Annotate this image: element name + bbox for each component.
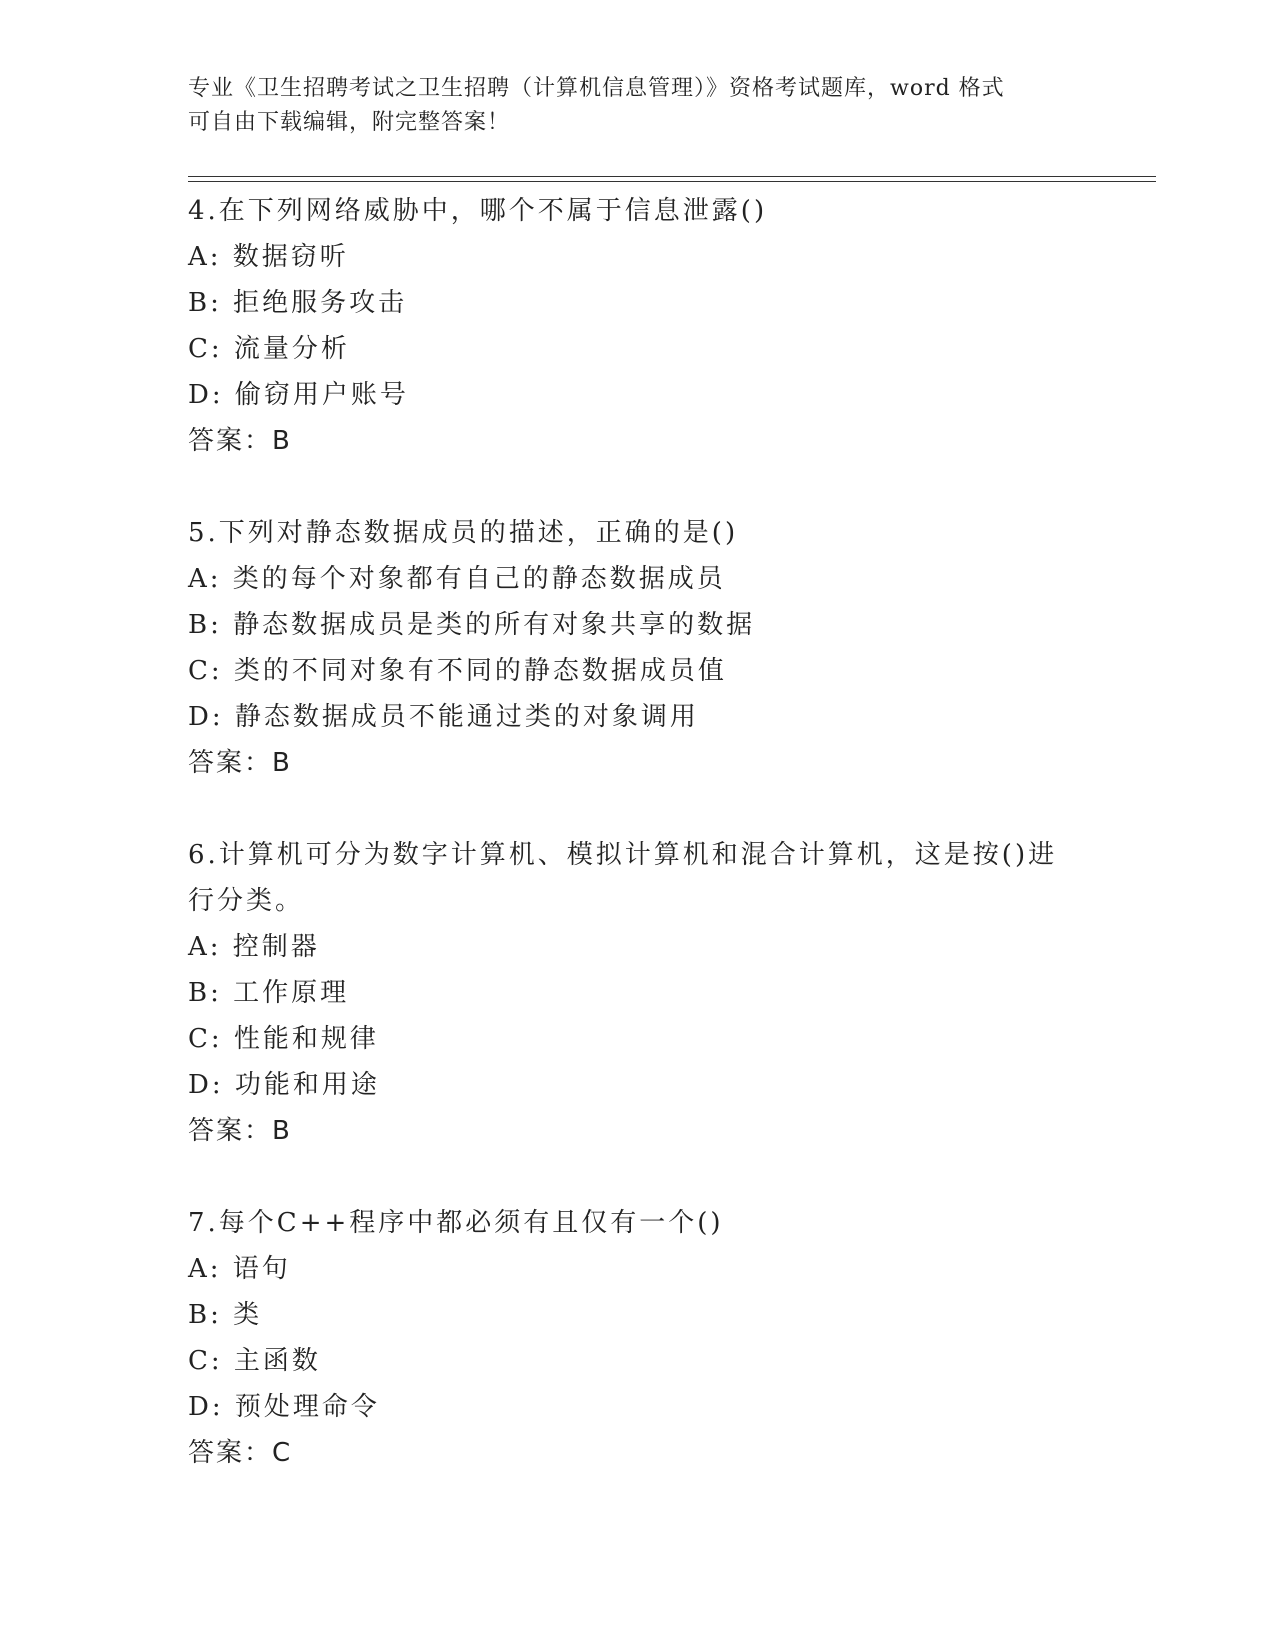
header-line-2: 可自由下载编辑，附完整答案！ xyxy=(188,110,511,135)
answer-label: 答案：B xyxy=(188,426,292,456)
question-stem: 5.下列对静态数据成员的描述，正确的是() xyxy=(188,518,739,548)
question-7 xyxy=(188,1200,1088,1476)
option-d: D: 静态数据成员不能通过类的对象调用 xyxy=(188,702,699,732)
question-6 xyxy=(188,832,1088,1154)
question-stem-line-1: 6.计算机可分为数字计算机、模拟计算机和混合计算机，这是按()进 xyxy=(188,840,1058,870)
option-b: B: 拒绝服务攻击 xyxy=(188,288,408,318)
header-line-1: 专业《卫生招聘考试之卫生招聘（计算机信息管理）》资格考试题库，word 格式 xyxy=(188,76,1005,101)
answer-label: 答案：B xyxy=(188,1116,292,1146)
option-b: B: 静态数据成员是类的所有对象共享的数据 xyxy=(188,610,756,640)
answer-label: 答案：C xyxy=(188,1438,293,1468)
question-stem: 7.每个C++程序中都必须有且仅有一个() xyxy=(188,1208,724,1238)
header-divider-bottom xyxy=(188,181,1156,182)
question-stem: 4.在下列网络威胁中，哪个不属于信息泄露() xyxy=(188,196,768,226)
option-b: B: 类 xyxy=(188,1300,263,1330)
option-d: D: 功能和用途 xyxy=(188,1070,380,1100)
question-stem-line-2: 行分类。 xyxy=(188,886,305,916)
question-list xyxy=(188,188,1088,1522)
option-c: C: 类的不同对象有不同的静态数据成员值 xyxy=(188,656,727,686)
option-a: A: 数据窃听 xyxy=(188,242,349,272)
question-5 xyxy=(188,510,1088,786)
option-a: A: 控制器 xyxy=(188,932,320,962)
header-divider-top xyxy=(188,176,1156,177)
option-b: B: 工作原理 xyxy=(188,978,350,1008)
option-a: A: 语句 xyxy=(188,1254,291,1284)
option-c: C: 流量分析 xyxy=(188,334,350,364)
option-a: A: 类的每个对象都有自己的静态数据成员 xyxy=(188,564,726,594)
option-c: C: 性能和规律 xyxy=(188,1024,379,1054)
option-d: D: 偷窃用户账号 xyxy=(188,380,409,410)
option-c: C: 主函数 xyxy=(188,1346,321,1376)
document-header xyxy=(188,72,1088,140)
question-4 xyxy=(188,188,1088,464)
answer-label: 答案：B xyxy=(188,748,292,778)
option-d: D: 预处理命令 xyxy=(188,1392,380,1422)
